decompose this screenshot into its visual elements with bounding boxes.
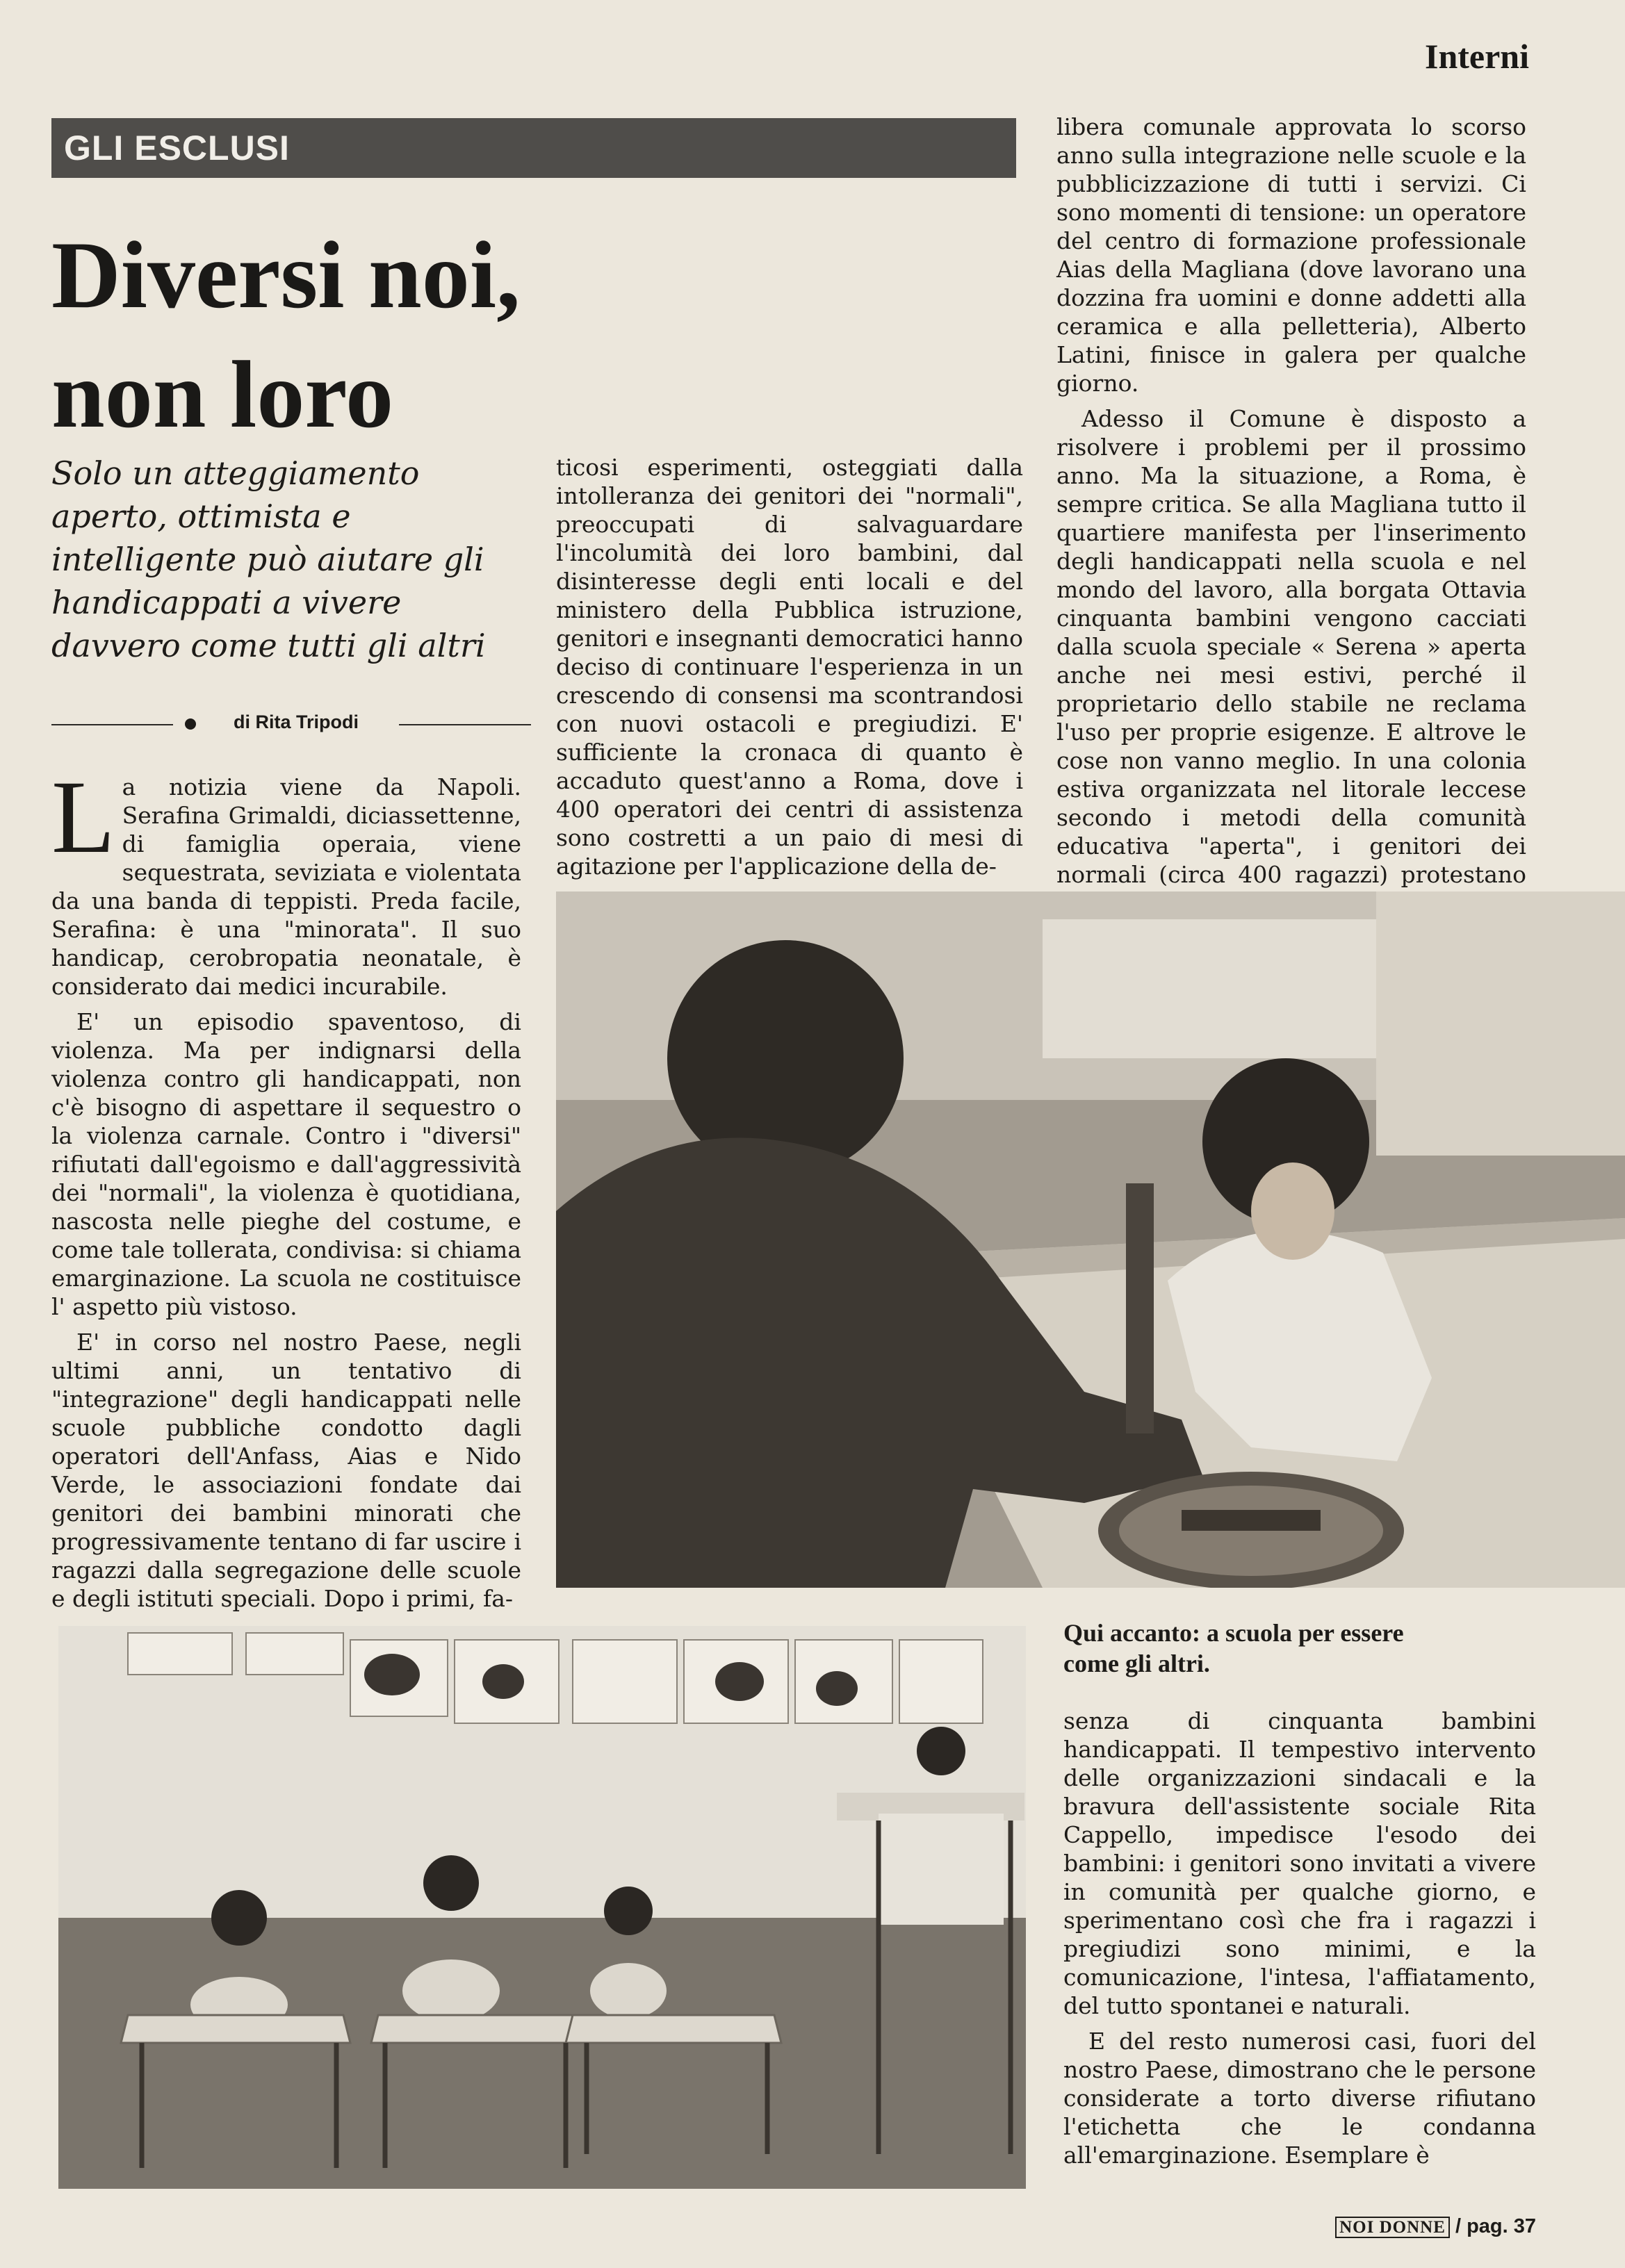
article-column-3-continued [1063, 1707, 1536, 2169]
page-footer [1314, 2215, 1536, 2238]
byline-rule-right [399, 724, 531, 725]
section-label: Interni [1425, 37, 1529, 76]
kicker-text: GLI ESCLUSI [64, 129, 290, 167]
paragraph: libera comunale approvata lo scorso anno sulla integrazione nelle scuole e la pubblicizzazione di tutti i servizi. Ci sono momenti di tensione: un operatore del centro di formazione professionale Aias della Magliana (dove lavorano una dozzina fra uomini e donne addetti alla ceramica e alla pelletteria), Alberto Latini, finisce in galera per qualche giorno. [1056, 113, 1526, 397]
photo-teacher-child-image [556, 891, 1625, 1588]
headline [51, 215, 580, 454]
kicker-banner [51, 118, 1016, 178]
deck: Solo un atteggiamento aperto, ottimista e intelligente può aiutare gli handicappati a vivere davvero come tutti gli altri [51, 454, 486, 664]
headline-line-2: non loro [51, 341, 394, 447]
headline-line-1: Diversi noi, [51, 222, 521, 328]
paragraph: La notizia viene da Napoli. Serafina Grimaldi, diciassettenne, di famiglia operaia, viene sequestrata, seviziata e violentata da una banda di teppisti. Preda facile, Serafina: è una "minorata". Il suo handicap, cerobropatia neonatale, è considerato dai medici incurabile. [51, 759, 521, 1000]
paragraph: E del resto numerosi casi, fuori del nostro Paese, dimostrano che le persone considerate a torto diverse rifiutano l'etichetta che le condanna all'emarginazione. Esemplare è [1063, 2028, 1536, 2169]
photo-caption: Qui accanto: a scuola per essere come gli altri. [1063, 1619, 1404, 1677]
article-column-2 [556, 453, 1023, 880]
photo-classroom [58, 1626, 1026, 2189]
paragraph: Adesso il Comune è disposto a risolvere i problemi per il prossimo anno. Ma la situazione, a Roma, è sempre critica. Se alla Magliana tutto il quartiere manifesta per l'inserimento degli handicappati nella scuola e nel mondo del lavoro, alla borgata Ottavia cinquanta bambini vengono cacciati dalla scuola speciale « Serena » aperta anche nei mesi estivi, perché il proprietario dello stabile ne reclama l'uso per proprie esigenze. E altrove le cose non vanno meglio. In una colonia estiva organizzata nel litorale leccese secondo i metodi della comunità educativa "aperta", i genitori dei normali (circa 400 ragazzi) protestano [1056, 405, 1526, 888]
paragraph: ticosi esperimenti, osteggiati dalla intolleranza dei genitori dei "normali", preoccupati di salvaguardare l'incolumità dei loro bambini, dal disinteresse degli enti locali e del ministero della Pubblica istruzione, genitori e insegnanti democratici hanno deciso di continuare l'esperienza in un crescendo di consensi ma scontrandosi con nuovi ostacoli e pregiudizi. E' sufficiente la cronaca di quanto è accaduto quest'anno a Roma, dove i 400 operatori dei centri di assistenza sono costretti a un paio di mesi di agitazione per l'applicazione della de- [556, 454, 1023, 880]
paragraph: E' un episodio spaventoso, di violenza. Ma per indignarsi della violenza contro gli handicappati, non c'è bisogno di aspettare il sequestro o la violenza carnale. Contro i "diversi" rifiutati dall'egoismo e dall'aggressività dei "normali", la violenza è quotidiana, nascosta nelle pieghe del costume, e come tale tollerata, condivisa: si chiama emarginazione. La scuola ne costituisce l' aspetto più vistoso. [51, 1008, 521, 1320]
paragraph: senza di cinquanta bambini handicappati. Il tempestivo intervento delle organizzazioni sindacali e la bravura dell'assistente sociale Rita Cappello, impedisce l'esodo dei bambini: i genitori sono invitati a vivere in comunità per qualche giorno, e sperimentano così che fra i ragazzi i pregiudizi sono minimi, e la comunicazione, l'intesa, l'affiatamento, del tutto spontanei e naturali. [1063, 1707, 1536, 2019]
photo-teacher-child [556, 891, 1625, 1588]
bullet-icon [183, 717, 197, 731]
article-column-1 [51, 759, 521, 1613]
article-column-3 [1056, 113, 1526, 917]
page-number: pag. 37 [1467, 2215, 1536, 2237]
photo-classroom-image [58, 1626, 1026, 2189]
paragraph: E' in corso nel nostro Paese, negli ultimi anni, un tentativo di "integrazione" degli handicappati nelle scuole pubbliche condotto dagli operatori dell'Anfass, Aias e Nido Verde, le associazioni fondate dai genitori dei bambini minorati che progressivamente tentano di far uscire i ragazzi dalla segregazione delle scuole e degli istituti speciali. Dopo i primi, fa- [51, 1329, 521, 1612]
magazine-logo: NOI DONNE [1335, 2217, 1450, 2238]
byline-rule-left [51, 724, 173, 725]
drop-cap: L [51, 759, 115, 875]
byline [51, 707, 531, 742]
footer-separator: / [1455, 2215, 1461, 2237]
byline-author: di Rita Tripodi [234, 712, 359, 732]
